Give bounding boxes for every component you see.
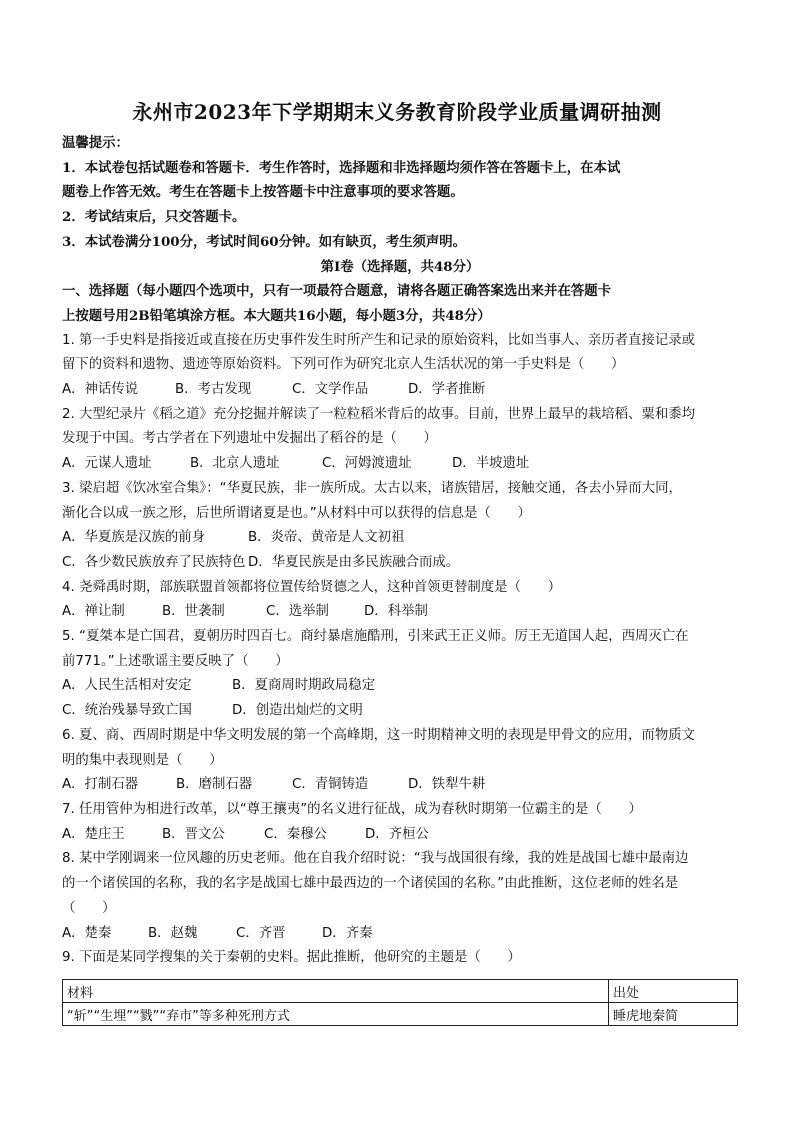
question-stem: 1. 第一手史料是指接近或直接在历史事件发生时所产生和记录的原始资料，比如当事人、亲历者直接记录或 bbox=[62, 332, 695, 348]
question-stem: 发现于中国。考古学者在下列遗址中发掘出了稻谷的是（ ） bbox=[62, 431, 437, 447]
option: C．河姆渡遗址 bbox=[322, 456, 412, 472]
option: A．人民生活相对安定 bbox=[62, 678, 192, 694]
tip-line: 2．考试结束后，只交答题卡。 bbox=[62, 209, 246, 226]
question-stem: 明的集中表现则是（ ） bbox=[62, 752, 223, 768]
exam-title: 永州市2023年下学期期末义务教育阶段学业质量调研抽测 bbox=[132, 100, 662, 124]
question-stem: 的一个诸侯国的名称，我的名字是战国七雄中最西边的一个诸侯国的名称。”由此推断，这位老师的姓名是 bbox=[62, 876, 679, 892]
option: C．齐晋 bbox=[236, 925, 286, 941]
option: A．华夏族是汉族的前身 bbox=[62, 530, 206, 546]
question-stem: （ ） bbox=[62, 900, 116, 916]
question-stem: 渐化合以成一族之形，后世所谓诸夏是也。”从材料中可以获得的信息是（ ） bbox=[62, 505, 531, 521]
option: B．北京人遗址 bbox=[190, 456, 280, 472]
option: D．创造出灿烂的文明 bbox=[232, 703, 363, 719]
option: A．神话传说 bbox=[62, 382, 139, 398]
tips-heading: 温馨提示： bbox=[62, 135, 129, 151]
option: C．文学作品 bbox=[292, 382, 369, 398]
option: A．楚庄王 bbox=[62, 826, 125, 842]
option: B．磨制石器 bbox=[176, 777, 253, 793]
option: D．科举制 bbox=[364, 604, 428, 620]
option: D．齐桓公 bbox=[365, 826, 429, 842]
option: D．齐秦 bbox=[322, 925, 373, 941]
question-stem: 9. 下面是某同学搜集的关于秦朝的史料。据此推断，他研究的主题是（ ） bbox=[62, 950, 521, 966]
table-header-row bbox=[63, 980, 738, 1003]
option-row bbox=[62, 600, 738, 625]
option: A．禅让制 bbox=[62, 604, 125, 620]
source-material-table bbox=[62, 979, 738, 1026]
table-header-source: 出处 bbox=[609, 980, 738, 1003]
question-stem: 2. 大型纪录片《稻之道》充分挖掘并解读了一粒粒稻米背后的故事。目前，世界上最早的栽培稻、粟和黍均 bbox=[62, 406, 695, 422]
option-row bbox=[62, 452, 738, 477]
option: D．半坡遗址 bbox=[452, 456, 530, 472]
option-row bbox=[62, 922, 738, 947]
option: C．统治残暴导致亡国 bbox=[62, 703, 192, 719]
option: C．选举制 bbox=[266, 604, 329, 620]
question-stem: 前771。”上述歌谣主要反映了（ ） bbox=[62, 653, 289, 669]
table-cell-material: “斩”“生埋”“戮”“弃市”等多种死刑方式 bbox=[63, 1003, 609, 1026]
section-title: 第Ⅰ卷（选择题，共48分） bbox=[320, 258, 480, 275]
table-row bbox=[63, 1003, 738, 1026]
option-row bbox=[62, 551, 738, 576]
option-row bbox=[62, 674, 738, 699]
option: C．秦穆公 bbox=[264, 826, 327, 842]
table-cell-source: 睡虎地秦简 bbox=[609, 1003, 738, 1026]
question-stem: 6. 夏、商、西周时期是中华文明发展的第一个高峰期，这一时期精神文明的表现是甲骨文的应用，而物质文 bbox=[62, 727, 695, 743]
tip-line: 1．本试卷包括试题卷和答题卡．考生作答时，选择题和非选择题均须作答在答题卡上，在本试 bbox=[62, 159, 621, 176]
option: B．晋文公 bbox=[162, 826, 225, 842]
option: C．青铜铸造 bbox=[292, 777, 369, 793]
option: D．铁犁牛耕 bbox=[408, 777, 486, 793]
part-one-instruction: 上按题号用2B铅笔填涂方框。本大题共16小题，每小题3分，共48分） bbox=[62, 307, 491, 324]
option: B．考古发现 bbox=[175, 382, 252, 398]
tip-line: 3．本试卷满分100分，考试时间60分钟。如有缺页，考生须声明。 bbox=[62, 233, 467, 250]
option: B．世袭制 bbox=[162, 604, 225, 620]
option: B．赵魏 bbox=[148, 925, 198, 941]
option: A．元谋人遗址 bbox=[62, 456, 152, 472]
option: C．各少数民族放弃了民族特色 bbox=[62, 554, 246, 570]
option-row bbox=[62, 773, 738, 798]
option: A．楚秦 bbox=[62, 925, 112, 941]
exam-content bbox=[62, 131, 738, 971]
part-one-instruction: 一、选择题（每小题四个选项中，只有一项最符合题意，请将各题正确答案选出来并在答题卡 bbox=[62, 283, 612, 300]
option: B．夏商周时期政局稳定 bbox=[232, 678, 376, 694]
option: D．学者推断 bbox=[408, 382, 486, 398]
question-stem: 8. 某中学刚调来一位风趣的历史老师。他在自我介绍时说：“我与战国很有缘，我的姓是战国七雄中最南边 bbox=[62, 851, 689, 867]
question-stem: 7. 任用管仲为相进行改革，以“尊王攘夷”的名义进行征战，成为春秋时期第一位霸主的是（ ） bbox=[62, 801, 642, 817]
option: A．打制石器 bbox=[62, 777, 139, 793]
option: D．华夏民族是由多民族融合而成。 bbox=[248, 554, 460, 570]
tip-line: 题卷上作答无效。考生在答题卡上按答题卡中注意事项的要求答题。 bbox=[62, 184, 464, 201]
option-row bbox=[62, 823, 738, 848]
question-stem: 5. “夏桀本是亡国君，夏朝历时四百七。商纣暴虐施酷刑，引来武王正义师。厉王无道国人起，西周灭亡在 bbox=[62, 629, 689, 645]
option-row bbox=[62, 699, 738, 724]
option-row bbox=[62, 526, 738, 551]
table-header-material: 材料 bbox=[63, 980, 609, 1003]
question-stem: 留下的资料和遗物、遗迹等原始资料。下列可作为研究北京人生活状况的第一手史料是（ ） bbox=[62, 357, 625, 373]
option-row bbox=[62, 378, 738, 403]
question-stem: 4. 尧舜禹时期，部族联盟首领都将位置传给贤德之人，这种首领更替制度是（ ） bbox=[62, 579, 562, 595]
question-stem: 3. 梁启超《饮冰室合集》：“华夏民族，非一族所成。太古以来，诸族错居，接触交通，各去小异而大同， bbox=[62, 480, 682, 496]
option: B．炎帝、黄帝是人文初祖 bbox=[248, 530, 405, 546]
